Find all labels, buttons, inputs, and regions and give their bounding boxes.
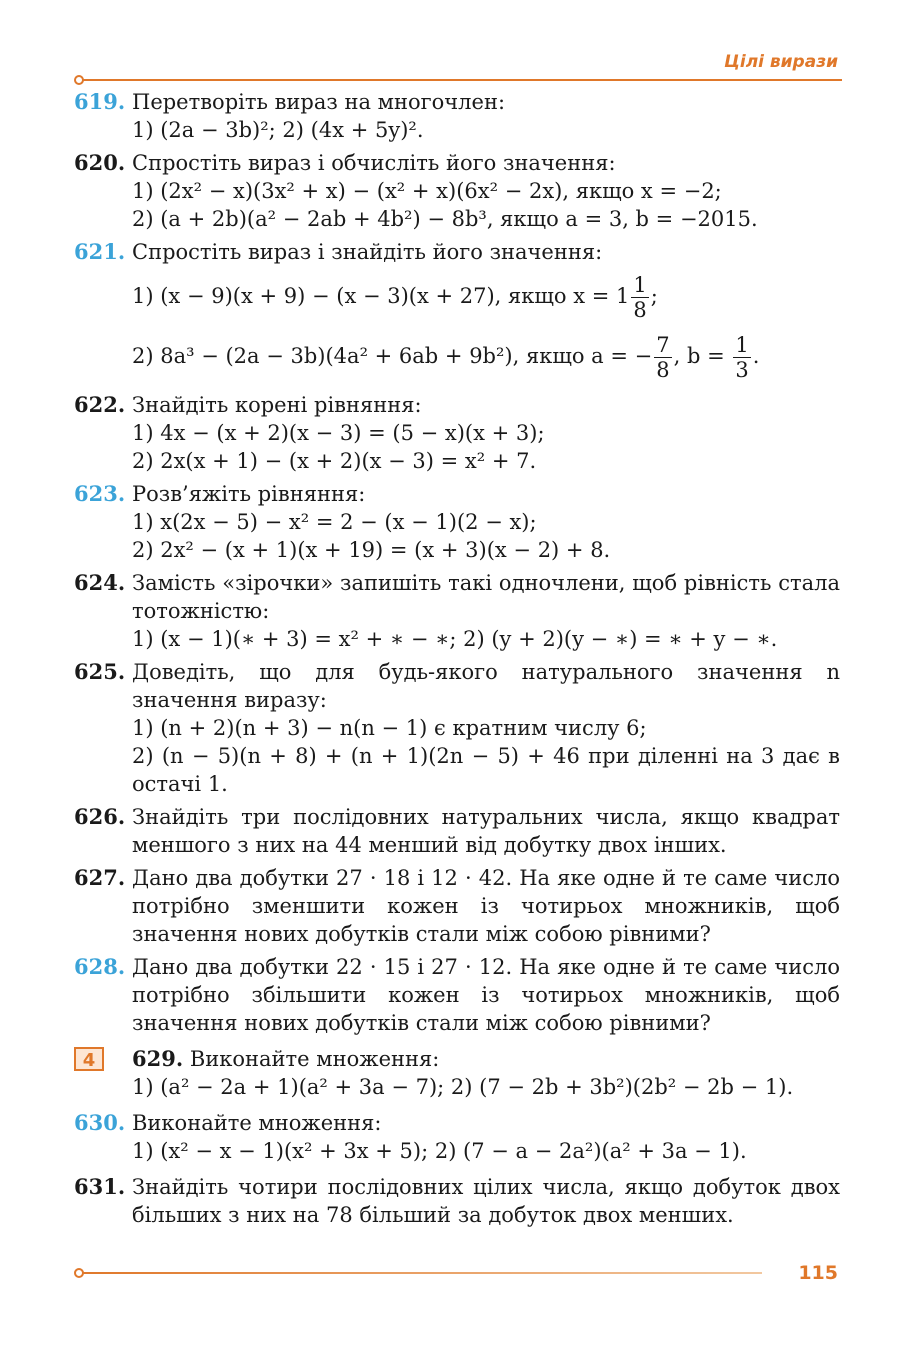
header-rule (82, 79, 842, 81)
expression: 2) 8a³ − (2a − 3b)(4a² + 6ab + 9b²), якщо a = − (132, 344, 653, 368)
denominator: 8 (656, 358, 670, 382)
problem-text: Дано два добутки 27 · 18 і 12 · 42. На яке одне й те саме число потрібно зменшити кожен із чотирьох множників, щоб значення нових добутків стали між собою рівними? (132, 866, 840, 946)
page-number: 115 (798, 1262, 838, 1284)
problem-line: 2) 2x² − (x + 1)(x + 19) = (x + 3)(x − 2) + 8. (132, 538, 611, 562)
fraction (631, 273, 648, 322)
problem-line: 1) (x − 1)(∗ + 3) = x² + ∗ − ∗; 2) (y + 2)(y − ∗) = ∗ + y − ∗. (132, 627, 778, 651)
fraction (654, 333, 671, 382)
problem-625 (74, 658, 840, 798)
fraction (733, 333, 750, 382)
problem-text: Доведіть, що для будь-якого натурального значення n значення виразу: (132, 660, 840, 712)
problems-list (74, 88, 840, 1234)
problem-text: Розв’яжіть рівняння: (132, 482, 366, 506)
problem-line: 1) (a² − 2a + 1)(a² + 3a − 7); 2) (7 − 2b + 3b²)(2b² − 2b − 1). (132, 1075, 794, 1099)
problem-629 (74, 1045, 840, 1101)
problem-number: 626. (74, 804, 126, 829)
problem-line: 2) 2x(x + 1) − (x + 2)(x − 3) = x² + 7. (132, 449, 537, 473)
problem-line: 1) 4x − (x + 2)(x − 3) = (5 − x)(x + 3); (132, 421, 545, 445)
problem-number: 629. (132, 1046, 184, 1071)
problem-627 (74, 864, 840, 948)
problem-line: 1) (2x² − x)(3x² + x) − (x² + x)(6x² − 2x), якщо x = −2; (132, 179, 722, 203)
problem-text: Знайдіть три послідовних натуральних числа, якщо квадрат меншого з них на 44 менший від добутку двох інших. (132, 805, 840, 857)
problem-number: 625. (74, 659, 126, 684)
problem-622 (74, 391, 840, 475)
problem-line (132, 266, 840, 326)
problem-623 (74, 480, 840, 564)
problem-628 (74, 953, 840, 1037)
problem-number: 621. (74, 239, 126, 264)
problem-text: Перетворіть вираз на многочлен: (132, 90, 506, 114)
problem-title: Виконайте множення: (189, 1047, 440, 1071)
numerator: 1 (633, 273, 647, 297)
problem-621 (74, 238, 840, 386)
problem-number: 623. (74, 481, 126, 506)
problem-number: 628. (74, 954, 126, 979)
problem-text: Знайдіть корені рівняння: (132, 393, 422, 417)
punctuation: ; (650, 284, 658, 308)
problem-line (132, 326, 840, 386)
footer-rule (82, 1272, 762, 1274)
problem-number: 620. (74, 150, 126, 175)
numerator: 1 (735, 333, 749, 357)
problem-line: 1) x(2x − 5) − x² = 2 − (x − 1)(2 − x); (132, 510, 537, 534)
problem-631 (74, 1173, 840, 1229)
problem-text (132, 1045, 840, 1073)
problem-624 (74, 569, 840, 653)
denominator: 8 (633, 298, 647, 322)
problem-text: Виконайте множення: (132, 1111, 382, 1135)
problem-text: Дано два добутки 22 · 15 і 27 · 12. На яке одне й те саме число потрібно збільшити кожен із чотирьох множників, щоб значення нових добутків стали між собою рівними? (132, 955, 840, 1035)
problem-number: 631. (74, 1174, 126, 1199)
problem-630 (74, 1109, 840, 1165)
problem-number: 627. (74, 865, 126, 890)
problem-text: Знайдіть чотири послідовних цілих числа, якщо добуток двох більших з них на 78 більший за добуток двох менших. (132, 1175, 840, 1227)
problem-line: 2) (a + 2b)(a² − 2ab + 4b²) − 8b³, якщо a = 3, b = −2015. (132, 207, 758, 231)
problem-line: 2) (n − 5)(n + 8) + (n + 1)(2n − 5) + 46 при діленні на 3 дає в остачі 1. (132, 744, 840, 796)
numerator: 7 (656, 333, 670, 357)
problem-number: 624. (74, 570, 126, 595)
problem-number: 630. (74, 1110, 126, 1135)
problem-number: 619. (74, 89, 126, 114)
problem-620 (74, 149, 840, 233)
problem-text: Замість «зірочки» запишіть такі одночлени, щоб рівність стала тотожністю: (132, 571, 840, 623)
punctuation: . (752, 344, 760, 368)
problem-line: 1) (x² − x − 1)(x² + 3x + 5); 2) (7 − a − 2a²)(a² + 3a − 1). (132, 1139, 747, 1163)
level-badge: 4 (74, 1047, 104, 1071)
section-title: Цілі вирази (724, 52, 838, 72)
problem-619 (74, 88, 840, 144)
problem-number: 622. (74, 392, 126, 417)
problem-line: 1) (2a − 3b)²; 2) (4x + 5y)². (132, 118, 424, 142)
expression: , b = (673, 344, 732, 368)
problem-text: Спростіть вираз і обчисліть його значення: (132, 151, 616, 175)
denominator: 3 (735, 358, 749, 382)
problem-626 (74, 803, 840, 859)
problem-text: Спростіть вираз і знайдіть його значення: (132, 240, 603, 264)
expression: 1) (x − 9)(x + 9) − (x − 3)(x + 27), якщо x = 1 (132, 284, 630, 308)
problem-line: 1) (n + 2)(n + 3) − n(n − 1) є кратним числу 6; (132, 716, 647, 740)
